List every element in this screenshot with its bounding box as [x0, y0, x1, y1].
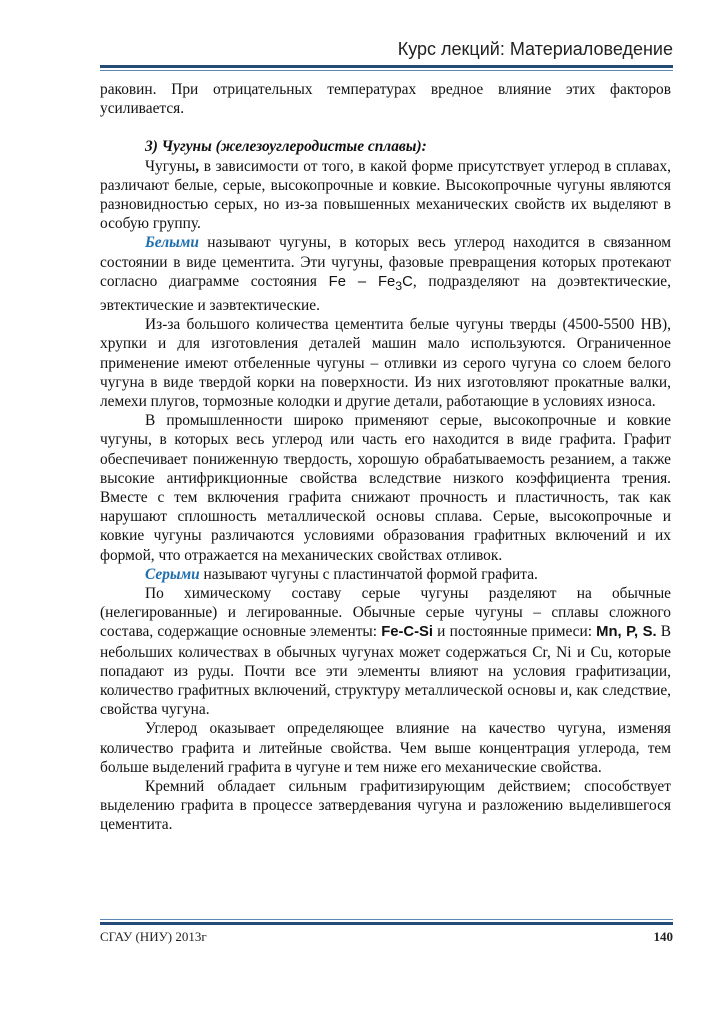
paragraph-continuation: раковин. При отрицательных температурах вредное влияние этих факторов усиливается.	[100, 81, 671, 118]
footer-rule-thick	[100, 922, 673, 925]
paragraph-lead-word: Чугуны	[145, 157, 196, 175]
page-body	[100, 80, 671, 835]
footer-rule-thin	[100, 919, 673, 920]
paragraph-cast-iron-types	[100, 157, 671, 234]
page-header-title: Курс лекций: Материаловедение	[397, 39, 673, 59]
paragraph-white-cast-iron	[100, 233, 671, 315]
paragraph-text: называют чугуны с пластинчатой формой графита.	[199, 565, 538, 583]
paragraph-grey-cast-iron	[100, 565, 671, 584]
footer-publisher: СГАУ (НИУ) 2013г	[100, 929, 207, 944]
paragraph-graphite: В промышленности широко применяют серые, высокопрочные и ковкие чугуны, в которых весь углерод или часть его находится в виде графита. Графит обеспечивает пониженную твердость, хорошую обрабатываемость резанием, а также высокие антифрикционные свойства вследствие низкого коэффициента трения. Вместе с тем включения графита снижают прочность и пластичность, так как нарушают сплошность металлической основы сплава. Серые, высокопрочные и ковкие чугуны различаются условиями образования графитных включений и их формой, что отражается на механических свойствах отливок.	[100, 412, 671, 564]
header-rule-thick	[100, 65, 673, 68]
paragraph-text: По химическому составу серые чугуны разделяют на обычные (нелегированные) и легированные. Обычные серые чугуны – сплавы сложного состава, содержащие основные элементы:	[100, 585, 671, 641]
paragraph-text: и постоянные примеси:	[433, 623, 597, 641]
paragraph-white-hardness: Из-за большого количества цементита белые чугуны тверды (4500-5500 НВ), хрупки и для изготовления деталей машин мало используются. Ограниченное применение имеют отбеленные чугуны – отливки из серого чугуна со слоем белого чугуна в виде твердой корки на поверхности. Из них изготовляют прокатные валки, лемехи плугов, тормозные колодки и другие детали, работающие в условиях износа.	[100, 316, 671, 410]
paragraph-carbon: Углерод оказывает определяющее влияние на качество чугуна, изменяя количество графита и литейные свойства. Чем выше концентрация углерода, тем больше выделений графита в чугуне и тем ниже его механические свойства.	[100, 720, 671, 776]
paragraph-text: называют чугуны, в которых весь углерод находится в связанном состоянии в виде цементита. Эти чугуны, фазовые превращения которых протекают согласно диаграмме состояния	[100, 234, 671, 290]
paragraph-chemical-composition	[100, 584, 671, 719]
header-rule-thin	[100, 70, 673, 71]
section-heading: 3) Чугуны (железоуглеродистые сплавы):	[145, 138, 427, 156]
paragraph-text: В небольших количествах в обычных чугунах может содержаться Cr, Ni и Cu, которые попадают из руды. Почти все эти элементы влияют на условия графитизации, количество графитных включений, структуру металлической основы и, как следствие, свойства чугуна.	[100, 623, 671, 719]
term-grey: Серыми	[145, 565, 200, 583]
elements-impurities: Mn, P, S.	[596, 624, 657, 641]
formula-fe-fe3c: Fe – $Fe_3C$	[328, 273, 413, 293]
page-number: 140	[653, 929, 673, 944]
paragraph-text: , подразделяют на доэвтектические, эвтектические и заэвтектические.	[100, 272, 671, 314]
term-white: Белыми	[145, 234, 199, 252]
paragraph-text: в зависимости от того, в какой форме присутствует углерод в сплавах, различают белые, серые, высокопрочные и ковкие. Высокопрочные чугуны являются разновидностью серых, но из-за повышенных механических свойств их выделяют в особую группу.	[100, 157, 671, 233]
paragraph-silicon: Кремний обладает сильным графитизирующим действием; способствует выделению графита в процессе затвердевания чугуна и разложению выделившегося цементита.	[100, 778, 671, 834]
paragraph-lead-comma: ,	[195, 157, 200, 175]
elements-main: Fe-C-Si	[381, 624, 434, 641]
